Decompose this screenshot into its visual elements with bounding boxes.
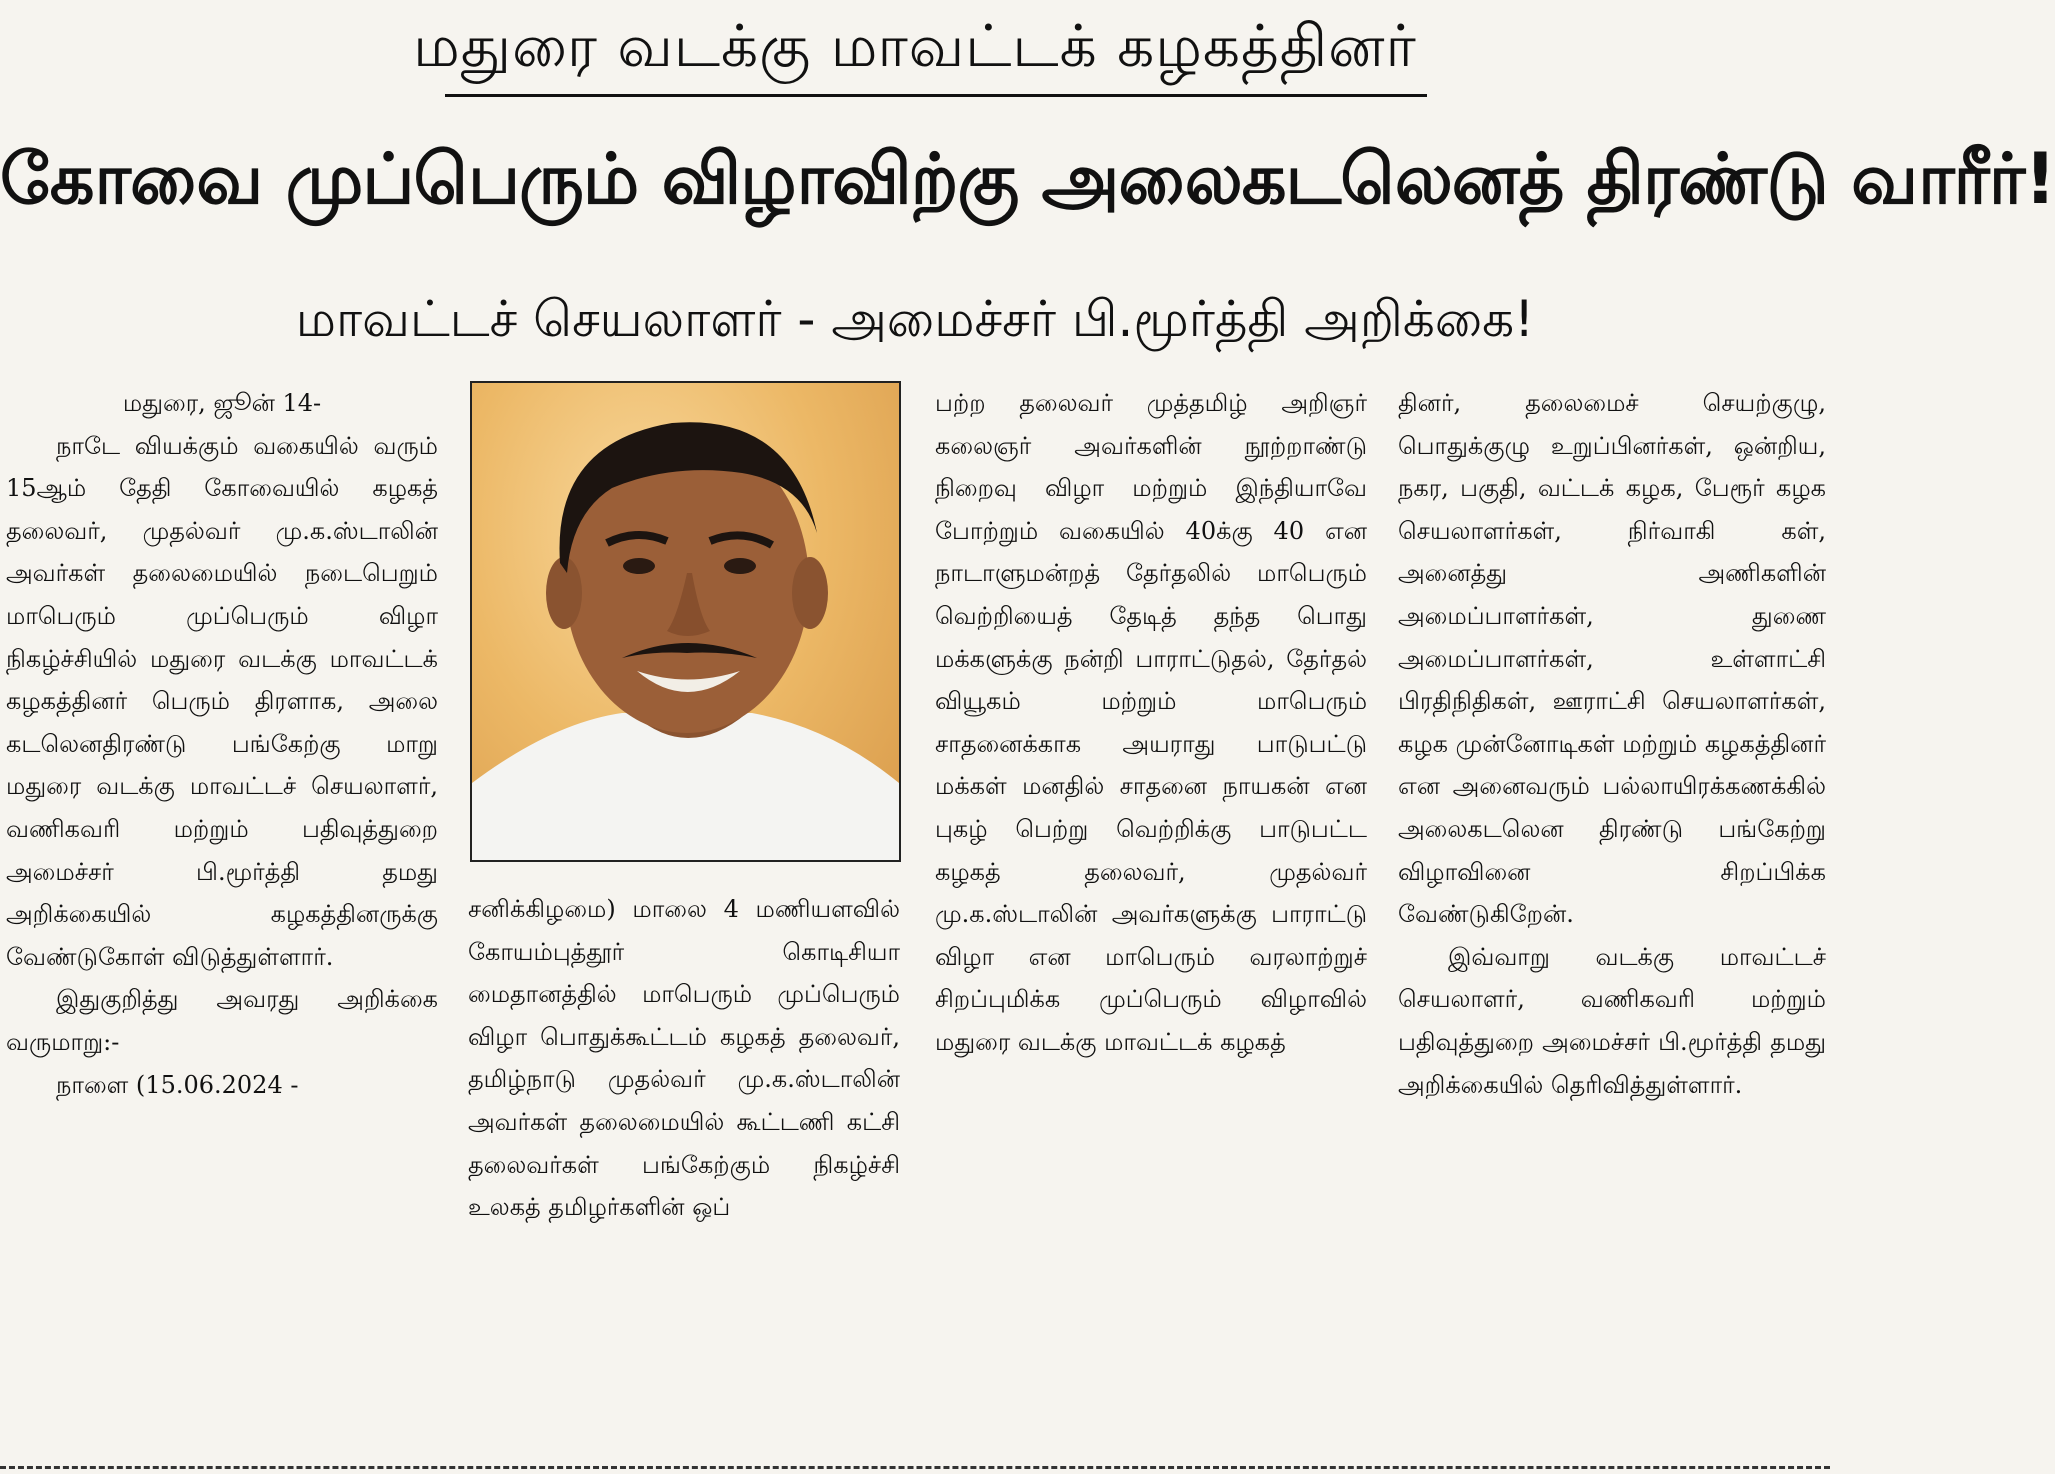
main-headline: கோவை முப்பெரும் விழாவிற்கு அலைகடலெனத் திரண்டு வாரீர்! (0, 138, 2055, 220)
subheadline: மாவட்டச் செயலாளர் - அமைச்சர் பி.மூர்த்தி அறிக்கை! (295, 290, 1535, 348)
paragraph: நாடே வியக்கும் வகையில் வரும் 15ஆம் தேதி கோவையில் கழகத் தலைவர், முதல்வர் மு.க.ஸ்டாலின் அவர்கள் தலைமையில் நடைபெறும் மாபெரும் முப்பெரும் விழா நிகழ்ச்சியில் மதுரை வடக்கு மாவட்டக் கழகத்தினர் பெரும் திரளாக, அலை கடலெனதிரண்டு பங்கேற்கு மாறு மதுரை வடக்கு மாவட்டச் செயலாளர், வணிகவரி மற்றும் பதிவுத்துறை அமைச்சர் பி.மூர்த்தி தமது அறிக்கையில் கழகத்தினருக்கு வேண்டுகோள் விடுத்துள்ளார். (6, 431, 438, 971)
portrait-photo (470, 381, 901, 862)
article-column-3 (935, 382, 1367, 1064)
kicker-underline (445, 94, 1427, 97)
paragraph: இதுகுறித்து அவரது அறிக்கை வருமாறு:- (6, 985, 438, 1056)
portrait-illustration (472, 383, 899, 860)
paragraph: பற்ற தலைவர் முத்தமிழ் அறிஞர் கலைஞர் அவர்களின் நூற்றாண்டு நிறைவு விழா மற்றும் இந்தியாவே போற்றும் வகையில் 40க்கு 40 என நாடாளுமன்றத் தேர்தலில் மாபெரும் வெற்றியைத் தேடித் தந்த பொது மக்களுக்கு நன்றி பாராட்டுதல், தேர்தல் வியூகம் மற்றும் மாபெரும் சாதனைக்காக அயராது பாடுபட்டு மக்கள் மனதில் சாதனை நாயகன் என புகழ் பெற்று வெற்றிக்கு பாடுபட்ட கழகத் தலைவர், முதல்வர் மு.க.ஸ்டாலின் அவர்களுக்கு பாராட்டு விழா என மாபெரும் வரலாற்றுச் சிறப்புமிக்க முப்பெரும் விழாவில் மதுரை வடக்கு மாவட்டக் கழகத் (935, 389, 1367, 1056)
paragraph: சனிக்கிழமை) மாலை 4 மணியளவில் கோயம்புத்தூர் கொடிசியா மைதானத்தில் மாபெரும் முப்பெரும் விழா பொதுக்கூட்டம் கழகத் தலைவர், தமிழ்நாடு முதல்வர் மு.க.ஸ்டாலின் அவர்கள் தலைமையில் கூட்டணி கட்சி தலைவர்கள் பங்கேற்கும் நிகழ்ச்சி உலகத் தமிழர்களின் ஒப் (468, 895, 900, 1222)
article-column-2 (468, 888, 900, 1229)
article-column-4 (1398, 382, 1826, 1106)
paragraph: இவ்வாறு வடக்கு மாவட்டச் செயலாளர், வணிகவரி மற்றும் பதிவுத்துறை அமைச்சர் பி.மூர்த்தி தமது அறிக்கையில் தெரிவித்துள்ளார். (1398, 942, 1826, 1099)
dateline: மதுரை, ஜூன் 14- (122, 389, 322, 417)
article-column-1 (6, 382, 438, 1106)
paragraph: நாளை (15.06.2024 - (56, 1070, 299, 1099)
paragraph: தினர், தலைமைச் செயற்குழு, பொதுக்குழு உறுப்பினர்கள், ஒன்றிய, நகர, பகுதி, வட்டக் கழக, பேரூர் கழக செயலாளர்கள், நிர்வாகி கள், அனைத்து அணிகளின் அமைப்பாளர்கள், துணை அமைப்பாளர்கள், உள்ளாட்சி பிரதிநிதிகள், ஊராட்சி செயலாளர்கள், கழக முன்னோடிகள் மற்றும் கழகத்தினர் என அனைவரும் பல்லாயிரக்கணக்கில் அலைகடலென திரண்டு பங்கேற்று விழாவினை சிறப்பிக்க வேண்டுகிறேன். (1398, 389, 1826, 929)
bottom-dashed-divider (0, 1466, 1830, 1469)
kicker-heading: மதுரை வடக்கு மாவட்டக் கழகத்தினர் (413, 12, 1417, 80)
